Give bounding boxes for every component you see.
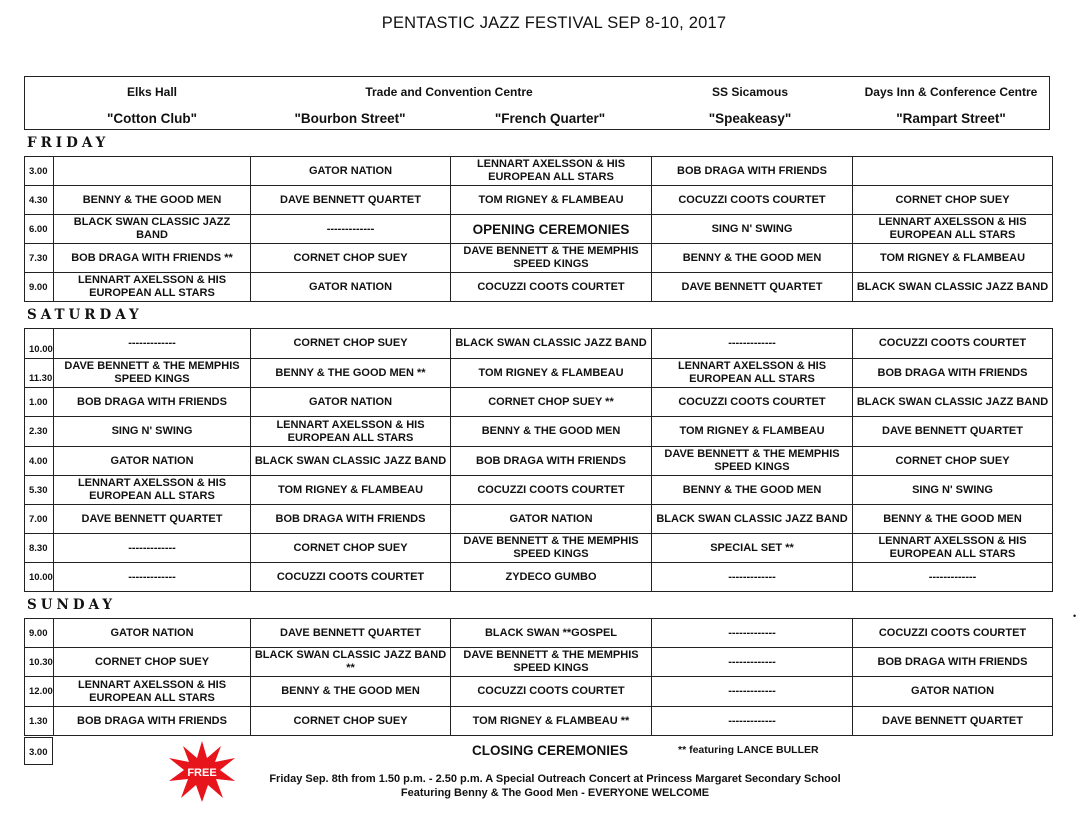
- venue-room: "Cotton Club": [106, 111, 198, 126]
- table-row: [25, 329, 1053, 359]
- performance-cell: BOB DRAGA WITH FRIENDS: [853, 359, 1053, 388]
- performance-cell: LENNART AXELSSON & HIS EUROPEAN ALL STARS: [54, 273, 251, 302]
- performance-cell: TOM RIGNEY & FLAMBEAU: [251, 476, 451, 505]
- performance-cell: BOB DRAGA WITH FRIENDS: [251, 505, 451, 534]
- performance-cell: CORNET CHOP SUEY: [54, 648, 251, 677]
- performance-cell: GATOR NATION: [251, 388, 451, 417]
- performance-cell: TOM RIGNEY & FLAMBEAU: [853, 244, 1053, 273]
- table-row: [25, 648, 1053, 677]
- performance-cell: OPENING CEREMONIES: [451, 215, 652, 244]
- day-label-sunday: SUNDAY: [27, 597, 117, 613]
- performance-cell: DAVE BENNETT QUARTET: [251, 186, 451, 215]
- performance-cell: TOM RIGNEY & FLAMBEAU: [652, 417, 853, 447]
- schedule-saturday: [24, 328, 1053, 592]
- venue-name: SS Sicamous: [711, 85, 789, 99]
- performance-cell: BOB DRAGA WITH FRIENDS: [54, 707, 251, 736]
- performance-cell: COCUZZI COOTS COURTET: [853, 329, 1053, 359]
- table-row: [25, 505, 1053, 534]
- performance-cell: -------------: [54, 534, 251, 563]
- performance-cell: SPECIAL SET **: [652, 534, 853, 563]
- performance-cell: BENNY & THE GOOD MEN: [251, 677, 451, 707]
- performance-cell: DAVE BENNETT QUARTET: [853, 707, 1053, 736]
- note-line-1: Friday Sep. 8th from 1.50 p.m. - 2.50 p.m. A Special Outreach Concert at Princess Margaret Secondary School: [269, 773, 841, 785]
- performance-cell: GATOR NATION: [251, 157, 451, 186]
- table-row: [25, 534, 1053, 563]
- performance-cell: DAVE BENNETT QUARTET: [853, 417, 1053, 447]
- table-row: [25, 273, 1053, 302]
- page-title: PENTASTIC JAZZ FESTIVAL SEP 8-10, 2017: [381, 14, 727, 32]
- table-row: [25, 244, 1053, 273]
- venue-header: [24, 76, 1050, 130]
- performance-cell: LENNART AXELSSON & HIS EUROPEAN ALL STARS: [451, 157, 652, 186]
- performance-cell: SING N' SWING: [652, 215, 853, 244]
- performance-cell: GATOR NATION: [853, 677, 1053, 707]
- table-row: [25, 417, 1053, 447]
- schedule-friday: [24, 156, 1053, 302]
- venue-room-french-quarter: "French Quarter": [494, 111, 606, 126]
- table-row: [25, 215, 1053, 244]
- performance-cell: BENNY & THE GOOD MEN: [54, 186, 251, 215]
- time-cell: 9.00: [25, 273, 54, 302]
- time-cell: 11.30: [25, 359, 54, 388]
- performance-cell: DAVE BENNETT & THE MEMPHIS SPEED KINGS: [652, 447, 853, 476]
- venue-name: Elks Hall: [126, 85, 178, 99]
- performance-cell: COCUZZI COOTS COURTET: [451, 677, 652, 707]
- time-cell: 10.00: [25, 329, 54, 359]
- venue-room-bourbon: "Bourbon Street": [294, 111, 406, 126]
- performance-cell: DAVE BENNETT & THE MEMPHIS SPEED KINGS: [451, 244, 652, 273]
- performance-cell: GATOR NATION: [54, 619, 251, 648]
- table-row: [25, 563, 1053, 592]
- performance-cell: LENNART AXELSSON & HIS EUROPEAN ALL STARS: [853, 215, 1053, 244]
- time-cell: 10.00: [25, 563, 54, 592]
- closing-ceremonies: CLOSING CEREMONIES: [471, 743, 628, 758]
- performance-cell: -------------: [652, 329, 853, 359]
- time-cell: 5.30: [25, 476, 54, 505]
- performance-cell: BENNY & THE GOOD MEN: [652, 476, 853, 505]
- performance-cell: -------------: [652, 677, 853, 707]
- performance-cell: BLACK SWAN CLASSIC JAZZ BAND: [451, 329, 652, 359]
- table-row: [25, 707, 1053, 736]
- performance-cell: DAVE BENNETT & THE MEMPHIS SPEED KINGS: [451, 648, 652, 677]
- performance-cell: -------------: [652, 648, 853, 677]
- performance-cell: TOM RIGNEY & FLAMBEAU: [451, 359, 652, 388]
- outreach-notes: [230, 772, 880, 800]
- performance-cell: -------------: [54, 329, 251, 359]
- time-cell: 6.00: [25, 215, 54, 244]
- time-cell: 10.30: [25, 648, 54, 677]
- time-cell: 8.30: [25, 534, 54, 563]
- performance-cell: SING N' SWING: [54, 417, 251, 447]
- table-row: [25, 186, 1053, 215]
- performance-cell: CORNET CHOP SUEY **: [451, 388, 652, 417]
- time-cell: 4.00: [25, 447, 54, 476]
- time-cell: 3.00: [25, 157, 54, 186]
- schedule-sunday: [24, 618, 1053, 736]
- table-row: [25, 677, 1053, 707]
- performance-cell: LENNART AXELSSON & HIS EUROPEAN ALL STARS: [54, 677, 251, 707]
- performance-cell: [54, 157, 251, 186]
- performance-cell: BOB DRAGA WITH FRIENDS **: [54, 244, 251, 273]
- performance-cell: TOM RIGNEY & FLAMBEAU: [451, 186, 652, 215]
- stray-mark: •: [1073, 611, 1077, 621]
- performance-cell: CORNET CHOP SUEY: [251, 329, 451, 359]
- performance-cell: BLACK SWAN CLASSIC JAZZ BAND **: [251, 648, 451, 677]
- performance-cell: DAVE BENNETT QUARTET: [652, 273, 853, 302]
- performance-cell: BOB DRAGA WITH FRIENDS: [652, 157, 853, 186]
- performance-cell: DAVE BENNETT QUARTET: [251, 619, 451, 648]
- performance-cell: BLACK SWAN CLASSIC JAZZ BAND: [251, 447, 451, 476]
- performance-cell: ZYDECO GUMBO: [451, 563, 652, 592]
- performance-cell: -------------: [652, 619, 853, 648]
- performance-cell: -------------: [251, 215, 451, 244]
- performance-cell: BENNY & THE GOOD MEN: [451, 417, 652, 447]
- performance-cell: COCUZZI COOTS COURTET: [652, 186, 853, 215]
- performance-cell: LENNART AXELSSON & HIS EUROPEAN ALL STARS: [652, 359, 853, 388]
- venue-name: Trade and Convention Centre: [365, 85, 533, 99]
- performance-cell: DAVE BENNETT & THE MEMPHIS SPEED KINGS: [54, 359, 251, 388]
- table-row: [25, 157, 1053, 186]
- table-row: [25, 476, 1053, 505]
- performance-cell: BLACK SWAN CLASSIC JAZZ BAND: [652, 505, 853, 534]
- time-cell: 7.00: [25, 505, 54, 534]
- table-row: [25, 388, 1053, 417]
- performance-cell: BOB DRAGA WITH FRIENDS: [54, 388, 251, 417]
- performance-cell: SING N' SWING: [853, 476, 1053, 505]
- performance-cell: LENNART AXELSSON & HIS EUROPEAN ALL STARS: [853, 534, 1053, 563]
- performance-cell: GATOR NATION: [251, 273, 451, 302]
- day-label-saturday: SATURDAY: [27, 307, 143, 323]
- closing-time: 3.00: [24, 737, 53, 765]
- venue-room: "Speakeasy": [708, 111, 792, 126]
- time-cell: 9.00: [25, 619, 54, 648]
- performance-cell: CORNET CHOP SUEY: [251, 707, 451, 736]
- free-badge: [168, 741, 236, 803]
- performance-cell: CORNET CHOP SUEY: [251, 244, 451, 273]
- performance-cell: [853, 157, 1053, 186]
- performance-cell: -------------: [652, 563, 853, 592]
- performance-cell: GATOR NATION: [451, 505, 652, 534]
- time-cell: 12.00: [25, 677, 54, 707]
- table-row: [25, 359, 1053, 388]
- performance-cell: LENNART AXELSSON & HIS EUROPEAN ALL STARS: [251, 417, 451, 447]
- performance-cell: BOB DRAGA WITH FRIENDS: [853, 648, 1053, 677]
- performance-cell: TOM RIGNEY & FLAMBEAU **: [451, 707, 652, 736]
- performance-cell: BLACK SWAN CLASSIC JAZZ BAND: [54, 215, 251, 244]
- performance-cell: DAVE BENNETT & THE MEMPHIS SPEED KINGS: [451, 534, 652, 563]
- performance-cell: -------------: [853, 563, 1053, 592]
- featuring-note: ** featuring LANCE BULLER: [678, 744, 819, 756]
- performance-cell: BLACK SWAN **GOSPEL: [451, 619, 652, 648]
- performance-cell: -------------: [652, 707, 853, 736]
- performance-cell: GATOR NATION: [54, 447, 251, 476]
- performance-cell: -------------: [54, 563, 251, 592]
- performance-cell: BENNY & THE GOOD MEN **: [251, 359, 451, 388]
- venue-room: "Rampart Street": [896, 111, 1006, 126]
- time-cell: 2.30: [25, 417, 54, 447]
- time-cell: 7.30: [25, 244, 54, 273]
- performance-cell: DAVE BENNETT QUARTET: [54, 505, 251, 534]
- performance-cell: COCUZZI COOTS COURTET: [451, 476, 652, 505]
- note-line-2: Featuring Benny & The Good Men - EVERYONE WELCOME: [400, 787, 710, 799]
- performance-cell: COCUZZI COOTS COURTET: [451, 273, 652, 302]
- performance-cell: COCUZZI COOTS COURTET: [853, 619, 1053, 648]
- performance-cell: BLACK SWAN CLASSIC JAZZ BAND: [853, 388, 1053, 417]
- performance-cell: COCUZZI COOTS COURTET: [652, 388, 853, 417]
- performance-cell: BOB DRAGA WITH FRIENDS: [451, 447, 652, 476]
- performance-cell: BLACK SWAN CLASSIC JAZZ BAND: [853, 273, 1053, 302]
- table-row: [25, 447, 1053, 476]
- performance-cell: CORNET CHOP SUEY: [251, 534, 451, 563]
- performance-cell: LENNART AXELSSON & HIS EUROPEAN ALL STARS: [54, 476, 251, 505]
- time-cell: 1.30: [25, 707, 54, 736]
- free-badge-text: FREE: [187, 767, 217, 779]
- venue-name: Days Inn & Conference Centre: [864, 85, 1038, 99]
- time-cell: 1.00: [25, 388, 54, 417]
- performance-cell: CORNET CHOP SUEY: [853, 186, 1053, 215]
- performance-cell: BENNY & THE GOOD MEN: [853, 505, 1053, 534]
- performance-cell: BENNY & THE GOOD MEN: [652, 244, 853, 273]
- day-label-friday: FRIDAY: [27, 135, 110, 151]
- time-cell: 4.30: [25, 186, 54, 215]
- performance-cell: CORNET CHOP SUEY: [853, 447, 1053, 476]
- performance-cell: COCUZZI COOTS COURTET: [251, 563, 451, 592]
- table-row: [25, 619, 1053, 648]
